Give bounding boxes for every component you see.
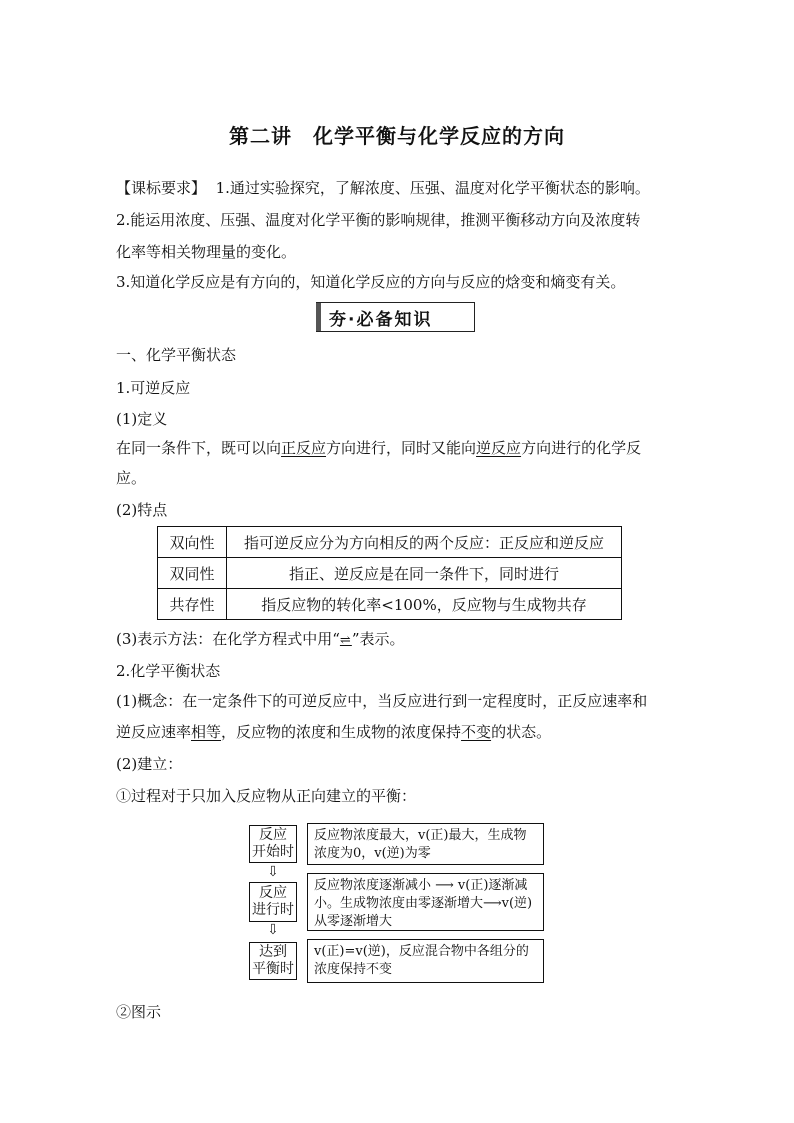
desc-line: 浓度为0，v(逆)为零 (314, 846, 431, 861)
stage-line: 反应 (259, 827, 287, 843)
concept-line-1: (1)概念：在一定条件下的可逆反应中，当反应进行到一定程度时，正反应速率和 (116, 692, 648, 710)
def-part-c: 方向进行的化学反 (521, 439, 642, 457)
stage-line: 反应 (259, 885, 287, 901)
stage-line: 进行时 (252, 902, 294, 918)
flow-stage-equilibrium (249, 942, 297, 980)
concept-part-b: 逆反应速率 (116, 723, 192, 741)
page-title: 第二讲 化学平衡与化学反应的方向 (229, 124, 565, 148)
flow-desc-progress (307, 873, 544, 931)
desc-line: 浓度保持不变 (314, 962, 393, 977)
requirements-line-2: 2.能运用浓度、压强、温度对化学平衡的影响规律，推测平衡移动方向及浓度转 (116, 211, 641, 229)
banner-bar (316, 303, 321, 331)
requirements-label: 【课标要求】 (116, 179, 207, 197)
repr-part-a: (3)表示方法：在化学方程式中用“ (116, 630, 340, 648)
definition-text (116, 437, 641, 459)
feature-value: 指正、逆反应是在同一条件下，同时进行 (227, 558, 622, 589)
diagram-label: ②图示 (116, 1003, 162, 1021)
desc-line: 小。生成物浓度由零逐渐增大⟶v(逆) (314, 896, 533, 911)
desc-line: v(正)=v(逆)，反应混合物中各组分的 (314, 944, 529, 959)
definition-text-end: 应。 (116, 469, 147, 487)
section-banner (316, 302, 475, 332)
arrow-down-icon: ⇩ (267, 864, 279, 880)
def-part-a: 在同一条件下，既可以向 (116, 439, 282, 457)
desc-line: 反应物浓度逐渐减小 ⟶ v(正)逐渐减 (314, 878, 528, 893)
features-label: (2)特点 (116, 501, 168, 519)
feature-value: 指反应物的转化率<100%，反应物与生成物共存 (227, 589, 622, 620)
feature-value: 指可逆反应分为方向相反的两个反应：正反应和逆反应 (227, 527, 622, 558)
build-label: (2)建立： (116, 755, 183, 773)
stage-line: 开始时 (252, 844, 294, 860)
flow-desc-equilibrium (307, 939, 544, 983)
heading-chemical-equilibrium: 一、化学平衡状态 (116, 346, 237, 364)
features-table (157, 526, 622, 620)
heading-equilibrium-state: 2.化学平衡状态 (116, 662, 221, 680)
desc-line: 反应物浓度最大，v(正)最大，生成物 (314, 828, 527, 843)
flow-desc-start (307, 823, 544, 865)
requirements-line-1 (116, 177, 650, 199)
table-row (158, 527, 622, 558)
concept-part-d: 的状态。 (491, 723, 552, 741)
heading-reversible-reaction: 1.可逆反应 (116, 379, 191, 397)
concept-equal: 相等 (191, 723, 222, 741)
def-forward-reaction: 正反应 (281, 439, 327, 457)
stage-line: 平衡时 (252, 961, 294, 977)
table-row (158, 558, 622, 589)
flow-stage-progress (249, 882, 297, 922)
flow-stage-start (249, 825, 297, 863)
stage-line: 达到 (259, 944, 287, 960)
concept-part-c: ，反应物的浓度和生成物的浓度保持 (221, 723, 462, 741)
feature-key: 共存性 (158, 589, 227, 620)
concept-line-2 (116, 721, 551, 743)
requirements-line-3: 化率等相关物理量的变化。 (116, 243, 297, 261)
process-label: ①过程对于只加入反应物从正向建立的平衡： (116, 787, 417, 805)
desc-line: 从零逐渐增大 (314, 914, 393, 929)
concept-unchanged: 不变 (461, 723, 492, 741)
repr-part-b: ”表示。 (351, 630, 405, 648)
definition-label: (1)定义 (116, 410, 168, 428)
table-row (158, 589, 622, 620)
representation-text (116, 628, 405, 652)
def-part-b: 方向进行，同时又能向 (326, 439, 477, 457)
arrow-down-icon: ⇩ (267, 922, 279, 938)
section-banner-text: 夯·必备知识 (329, 309, 433, 330)
def-reverse-reaction: 逆反应 (476, 439, 522, 457)
requirements-text-1: 1.通过实验探究，了解浓度、压强、温度对化学平衡状态的影响。 (215, 179, 650, 197)
reversible-arrow-icon: ⇌ (339, 633, 352, 648)
requirements-line-4: 3.知道化学反应是有方向的，知道化学反应的方向与反应的焓变和熵变有关。 (116, 273, 626, 291)
feature-key: 双同性 (158, 558, 227, 589)
feature-key: 双向性 (158, 527, 227, 558)
